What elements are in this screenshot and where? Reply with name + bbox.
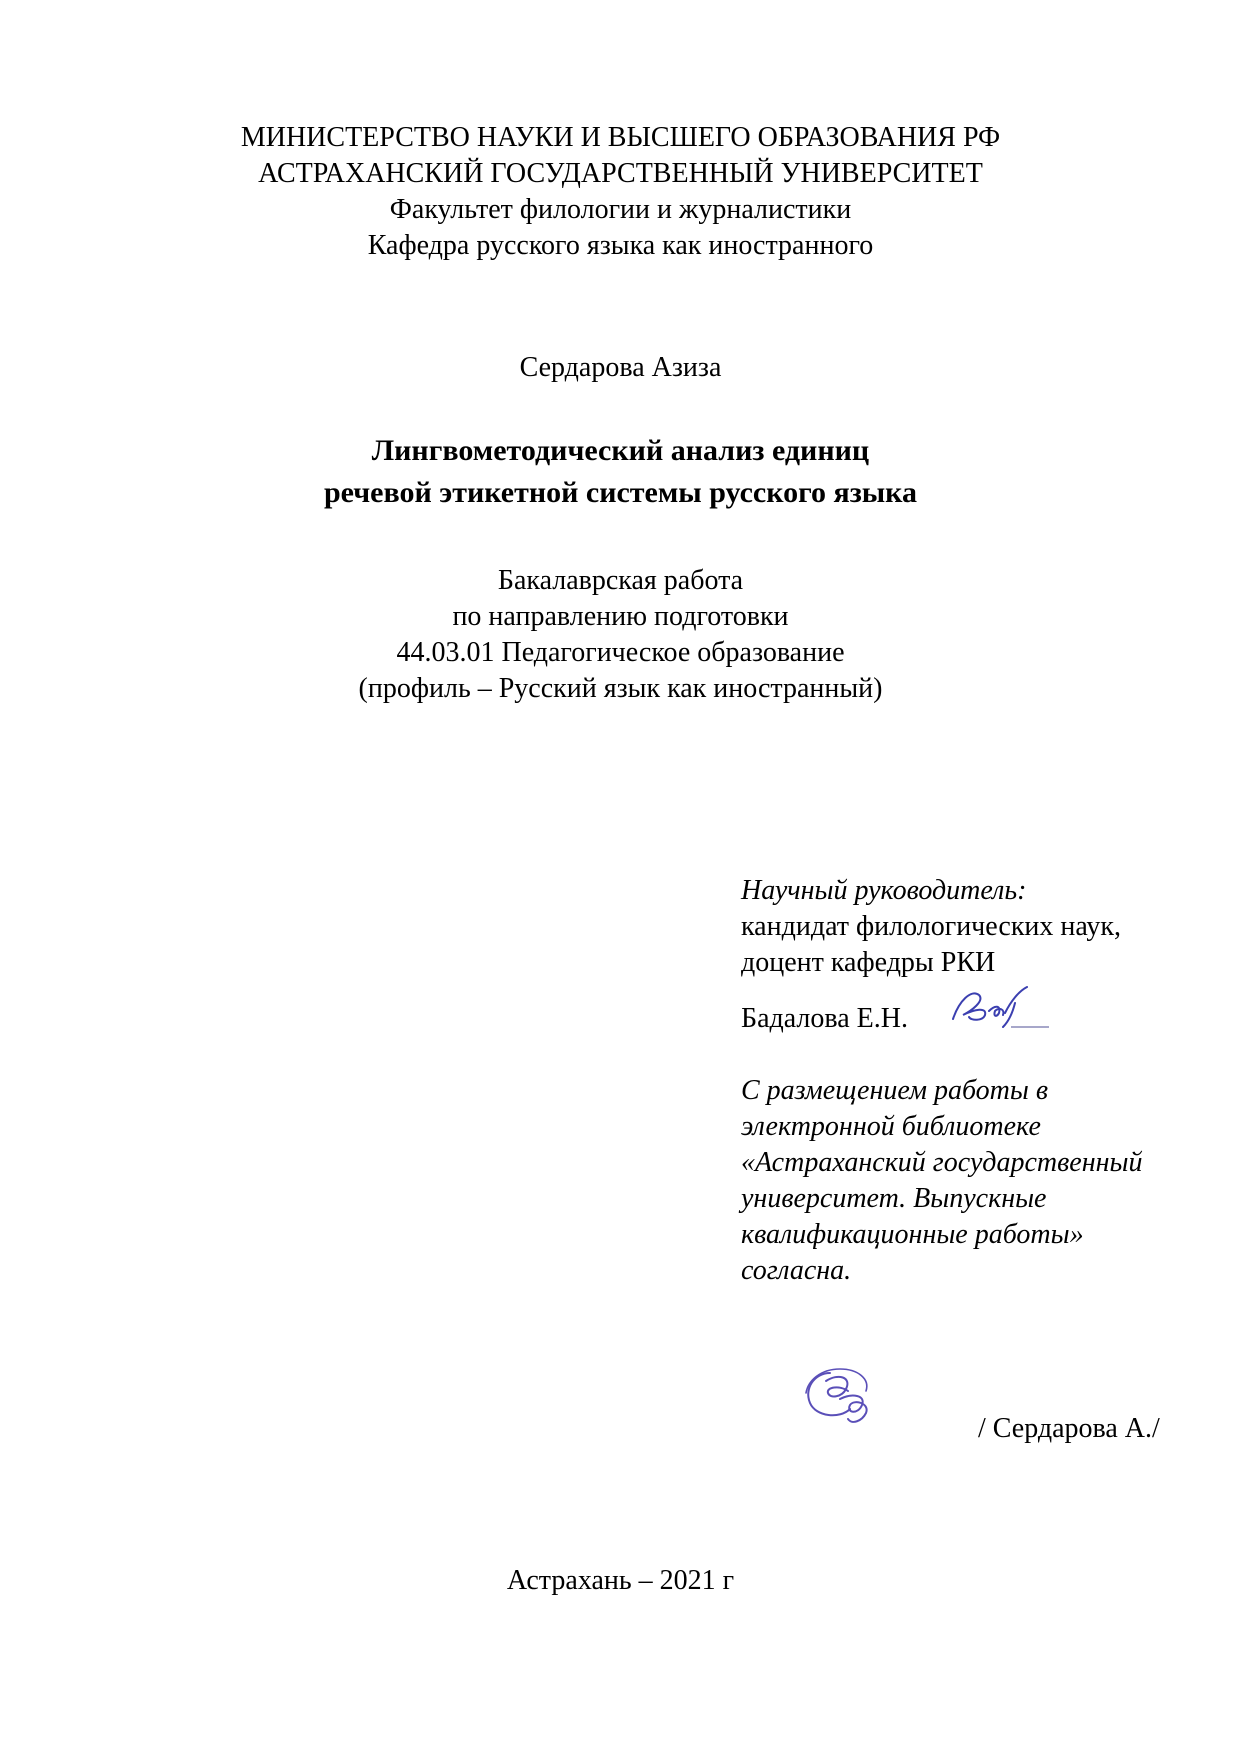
work-profile: (профиль – Русский язык как иностранный): [358, 673, 883, 704]
department-name: Кафедра русского языка как иностранного: [367, 230, 874, 261]
title-line-1: Лингвометодический анализ единиц: [371, 434, 870, 467]
consent-line-2: электронной библиотеке: [741, 1111, 1041, 1142]
consent-line-5: квалификационные работы»: [741, 1219, 1084, 1250]
work-type: Бакалаврская работа: [497, 565, 744, 596]
consent-line-1: С размещением работы в: [741, 1075, 1049, 1106]
student-signature-icon: [800, 1363, 880, 1433]
student-signature-caption: [978, 1411, 1160, 1447]
supervisor-label: Научный руководитель:: [741, 875, 1027, 906]
supervisor-name-row: [741, 1001, 1191, 1037]
consent-statement: [741, 1073, 1191, 1289]
institution-header: [0, 120, 1241, 264]
work-direction: по направлению подготовки: [452, 601, 789, 632]
consent-line-6: согласна.: [741, 1255, 852, 1286]
supervisor-position: доцент кафедры РКИ: [741, 947, 996, 978]
work-code: 44.03.01 Педагогическое образование: [396, 637, 845, 668]
supervisor-block: [741, 873, 1191, 1037]
consent-line-3: «Астраханский государственный: [741, 1147, 1143, 1178]
author-name: Сердарова Азиза: [519, 352, 722, 383]
ministry-name: МИНИСТЕРСТВО НАУКИ И ВЫСШЕГО ОБРАЗОВАНИЯ РФ: [240, 122, 1001, 153]
supervisor-name: Бадалова Е.Н.: [741, 1003, 909, 1034]
footer: [0, 1563, 1241, 1599]
work-description: [0, 563, 1241, 707]
author-block: [0, 350, 1241, 386]
supervisor-degree: кандидат филологических наук,: [741, 911, 1121, 942]
title-line-2: речевой этикетной системы русского языка: [323, 476, 918, 509]
supervisor-signature-icon: [941, 981, 1051, 1031]
city-year: Астрахань – 2021 г: [506, 1565, 735, 1596]
university-name: АСТРАХАНСКИЙ ГОСУДАРСТВЕННЫЙ УНИВЕРСИТЕТ: [258, 158, 983, 189]
student-signature-name: / Сердарова А./: [978, 1413, 1160, 1444]
consent-line-4: университет. Выпускные: [741, 1183, 1047, 1214]
thesis-title: [0, 430, 1241, 514]
faculty-name: Факультет филологии и журналистики: [389, 194, 852, 225]
